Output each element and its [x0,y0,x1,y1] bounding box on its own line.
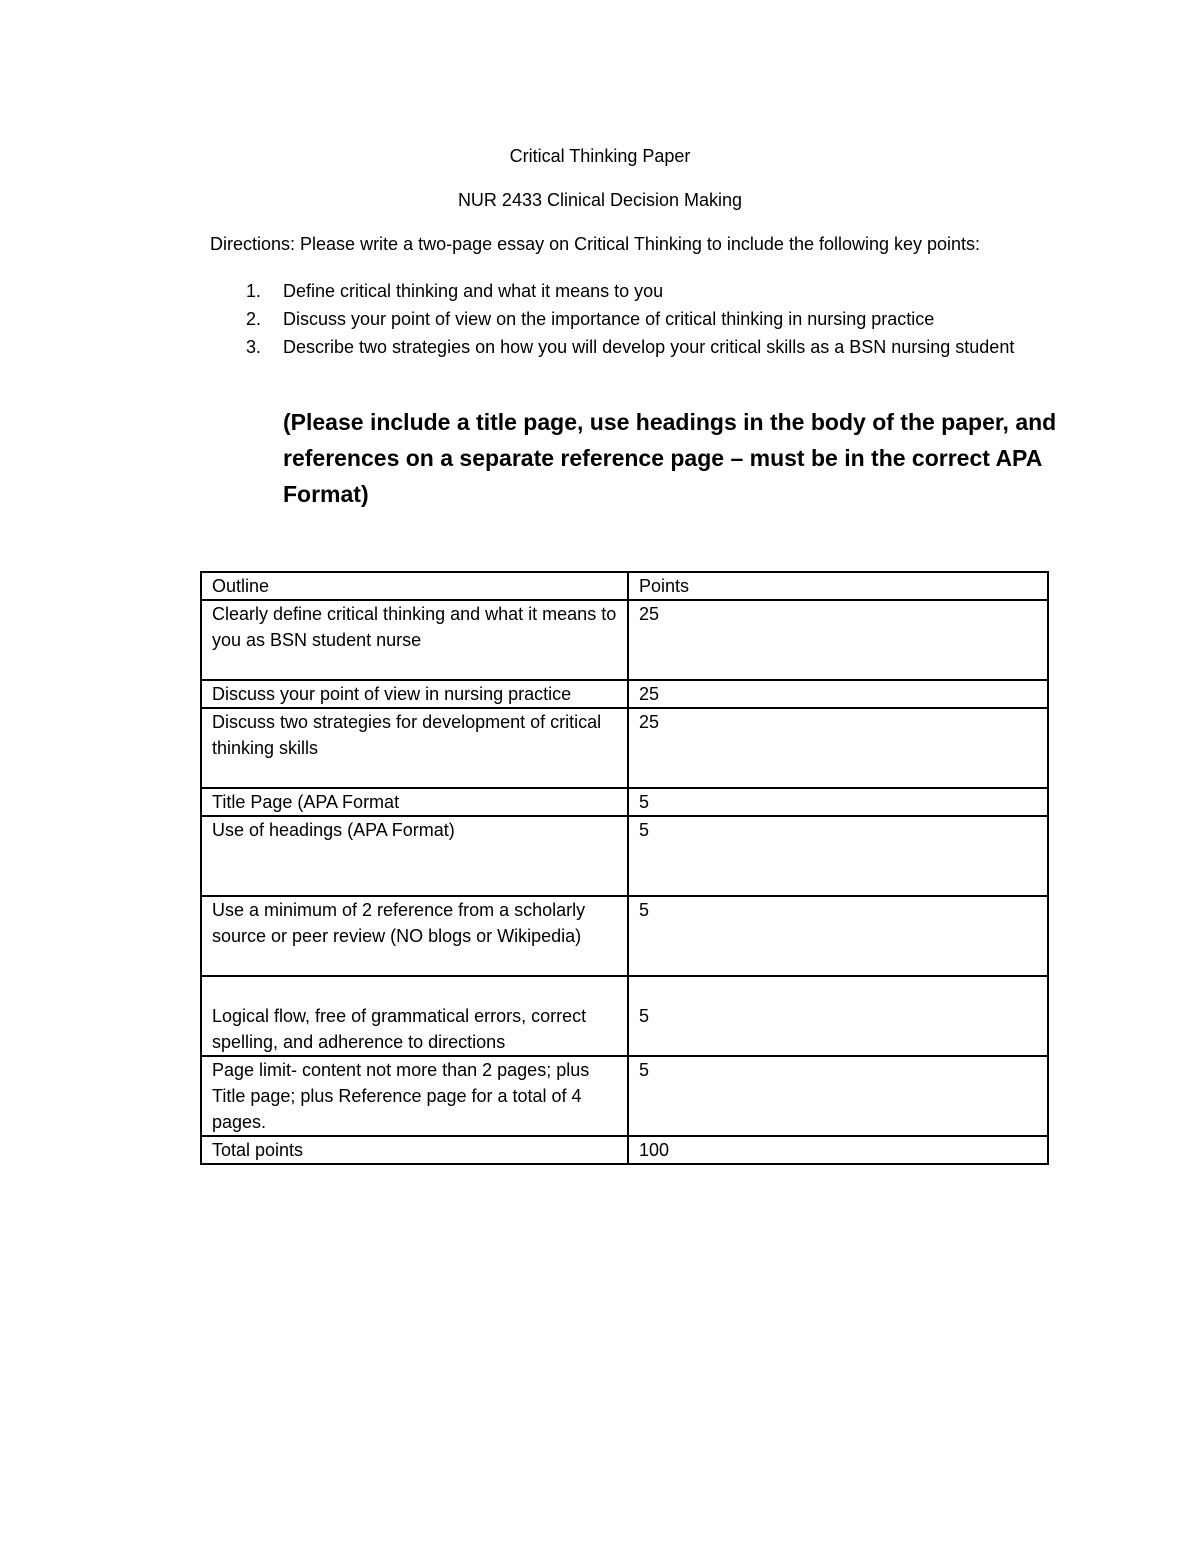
table-row [201,976,1048,1056]
key-point-number: 3. [246,337,262,357]
points-cell: 5 [628,976,1048,1056]
outline-cell: Logical flow, free of grammatical errors, correct spelling, and adherence to directions [201,976,628,1056]
table-row [201,788,1048,816]
points-cell: 5 [628,816,1048,896]
key-point-item [246,277,1026,305]
header-outline: Outline [201,572,628,600]
outline-cell: Discuss two strategies for development of critical thinking skills [201,708,628,788]
table-row [201,1056,1048,1136]
table-row [201,816,1048,896]
points-cell: 25 [628,708,1048,788]
outline-cell: Use of headings (APA Format) [201,816,628,896]
course-title: NUR 2433 Clinical Decision Making [457,190,743,210]
total-points: 100 [628,1136,1048,1164]
table-header-row [201,572,1048,600]
table-total-row [201,1136,1048,1164]
table-row [201,680,1048,708]
key-point-item [246,333,1026,361]
key-point-number: 2. [246,309,262,329]
key-point-item [246,305,1026,333]
outline-cell: Discuss your point of view in nursing practice [201,680,628,708]
outline-cell: Page limit- content not more than 2 pages; plus Title page; plus Reference page for a total of 4 pages. [201,1056,628,1136]
outline-cell: Use a minimum of 2 reference from a scholarly source or peer review (NO blogs or Wikipedia) [201,896,628,976]
points-cell: 25 [628,680,1048,708]
header-points: Points [628,572,1048,600]
points-cell: 5 [628,1056,1048,1136]
directions-text: Directions: Please write a two-page essay on Critical Thinking to include the following key points: [210,234,981,254]
key-points-list [246,277,1026,361]
formatting-notice: (Please include a title page, use headings in the body of the paper, and references on a separate reference page – must be in the correct APA Format) [283,409,1057,507]
key-point-text: Describe two strategies on how you will develop your critical skills as a BSN nursing student [283,337,1015,357]
points-cell: 5 [628,788,1048,816]
document-title: Critical Thinking Paper [509,146,691,166]
key-point-number: 1. [246,281,262,301]
points-cell: 5 [628,896,1048,976]
grading-rubric-table [200,571,1049,1165]
key-point-text: Discuss your point of view on the importance of critical thinking in nursing practice [283,309,935,329]
outline-cell: Clearly define critical thinking and what it means to you as BSN student nurse [201,600,628,680]
outline-cell: Title Page (APA Format [201,788,628,816]
total-label: Total points [201,1136,628,1164]
table-row [201,896,1048,976]
table-row [201,708,1048,788]
table-row [201,600,1048,680]
points-cell: 25 [628,600,1048,680]
key-point-text: Define critical thinking and what it means to you [283,281,664,301]
